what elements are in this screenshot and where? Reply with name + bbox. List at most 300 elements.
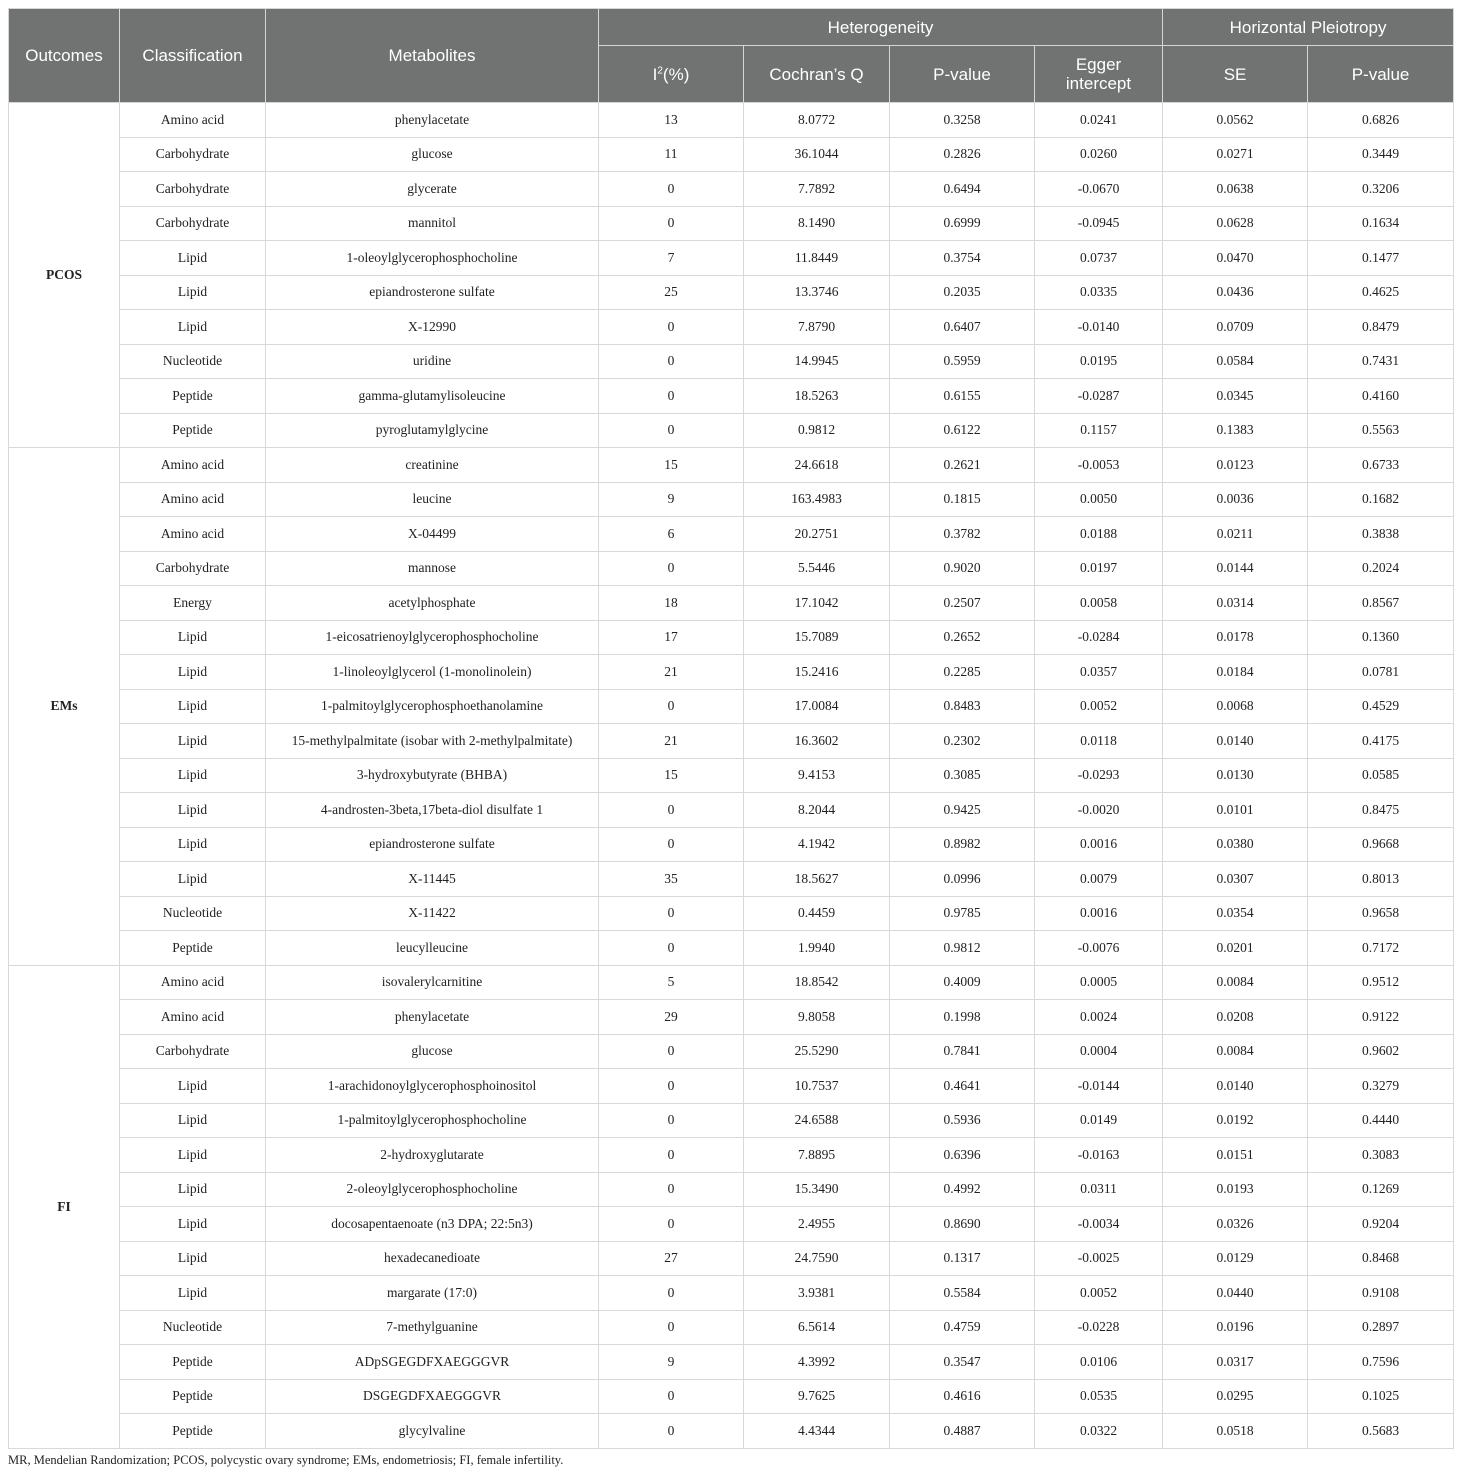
classification-cell: Lipid [120, 310, 266, 345]
i2-cell: 0 [599, 1414, 744, 1449]
p-value-pleio-cell: 0.7172 [1308, 931, 1454, 966]
p-value-het-cell: 0.2035 [890, 275, 1035, 310]
col-header-metabolites: Metabolites [266, 9, 599, 103]
table-header [9, 9, 1454, 103]
table-row [9, 689, 1454, 724]
egger-intercept-cell: 0.0335 [1035, 275, 1163, 310]
cochrans-q-cell: 36.1044 [744, 137, 890, 172]
p-value-het-cell: 0.2507 [890, 586, 1035, 621]
cochrans-q-cell: 9.4153 [744, 758, 890, 793]
metabolite-cell: 1-oleoylglycerophosphocholine [266, 241, 599, 276]
se-cell: 0.0084 [1163, 965, 1308, 1000]
p-value-het-cell: 0.6407 [890, 310, 1035, 345]
i2-cell: 0 [599, 793, 744, 828]
cochrans-q-cell: 4.3992 [744, 1345, 890, 1380]
classification-cell: Nucleotide [120, 344, 266, 379]
cochrans-q-cell: 18.5263 [744, 379, 890, 414]
table-row [9, 172, 1454, 207]
egger-intercept-cell: 0.0052 [1035, 689, 1163, 724]
p-value-pleio-cell: 0.8013 [1308, 862, 1454, 897]
metabolite-cell: 3-hydroxybutyrate (BHBA) [266, 758, 599, 793]
p-value-pleio-cell: 0.4175 [1308, 724, 1454, 759]
p-value-het-cell: 0.2285 [890, 655, 1035, 690]
p-value-pleio-cell: 0.9204 [1308, 1207, 1454, 1242]
se-cell: 0.0068 [1163, 689, 1308, 724]
table-row [9, 965, 1454, 1000]
classification-cell: Amino acid [120, 517, 266, 552]
egger-intercept-cell: 0.0197 [1035, 551, 1163, 586]
egger-intercept-cell: 0.0188 [1035, 517, 1163, 552]
cochrans-q-cell: 18.8542 [744, 965, 890, 1000]
classification-cell: Peptide [120, 379, 266, 414]
p-value-het-cell: 0.2652 [890, 620, 1035, 655]
classification-cell: Nucleotide [120, 896, 266, 931]
egger-intercept-cell: 0.0058 [1035, 586, 1163, 621]
p-value-pleio-cell: 0.3449 [1308, 137, 1454, 172]
p-value-het-cell: 0.9812 [890, 931, 1035, 966]
egger-intercept-cell: 0.0106 [1035, 1345, 1163, 1380]
egger-intercept-cell: 0.1157 [1035, 413, 1163, 448]
metabolite-cell: X-11445 [266, 862, 599, 897]
i2-cell: 21 [599, 724, 744, 759]
i2-base: I [652, 64, 658, 84]
metabolite-cell: 1-eicosatrienoylglycerophosphocholine [266, 620, 599, 655]
p-value-het-cell: 0.9785 [890, 896, 1035, 931]
metabolite-cell: margarate (17:0) [266, 1276, 599, 1311]
cochrans-q-cell: 25.5290 [744, 1034, 890, 1069]
col-header-classification: Classification [120, 9, 266, 103]
cochrans-q-cell: 4.4344 [744, 1414, 890, 1449]
results-table-container [8, 8, 1453, 1449]
egger-intercept-cell: 0.0322 [1035, 1414, 1163, 1449]
p-value-het-cell: 0.2302 [890, 724, 1035, 759]
egger-intercept-cell: -0.0020 [1035, 793, 1163, 828]
p-value-het-cell: 0.1317 [890, 1241, 1035, 1276]
cochrans-q-cell: 8.2044 [744, 793, 890, 828]
se-cell: 0.0129 [1163, 1241, 1308, 1276]
egger-intercept-cell: -0.0228 [1035, 1310, 1163, 1345]
p-value-het-cell: 0.1815 [890, 482, 1035, 517]
table-row [9, 1000, 1454, 1035]
p-value-pleio-cell: 0.4440 [1308, 1103, 1454, 1138]
p-value-pleio-cell: 0.4625 [1308, 275, 1454, 310]
egger-intercept-cell: 0.0195 [1035, 344, 1163, 379]
p-value-het-cell: 0.1998 [890, 1000, 1035, 1035]
metabolite-cell: leucine [266, 482, 599, 517]
p-value-pleio-cell: 0.2024 [1308, 551, 1454, 586]
i2-cell: 9 [599, 1345, 744, 1380]
metabolite-cell: leucylleucine [266, 931, 599, 966]
p-value-pleio-cell: 0.8479 [1308, 310, 1454, 345]
se-cell: 0.0354 [1163, 896, 1308, 931]
egger-intercept-cell: 0.0737 [1035, 241, 1163, 276]
classification-cell: Nucleotide [120, 1310, 266, 1345]
egger-intercept-cell: 0.0260 [1035, 137, 1163, 172]
p-value-het-cell: 0.3258 [890, 103, 1035, 138]
se-cell: 0.0470 [1163, 241, 1308, 276]
col-header-p-value-pleiotropy: P-value [1308, 46, 1454, 103]
egger-intercept-cell: 0.0311 [1035, 1172, 1163, 1207]
table-row [9, 1103, 1454, 1138]
p-value-het-cell: 0.3754 [890, 241, 1035, 276]
outcome-cell: PCOS [9, 103, 120, 448]
se-cell: 0.0140 [1163, 1069, 1308, 1104]
table-row [9, 206, 1454, 241]
se-cell: 0.0440 [1163, 1276, 1308, 1311]
table-row [9, 1138, 1454, 1173]
col-header-outcomes: Outcomes [9, 9, 120, 103]
outcome-cell: EMs [9, 448, 120, 966]
p-value-het-cell: 0.4887 [890, 1414, 1035, 1449]
cochrans-q-cell: 20.2751 [744, 517, 890, 552]
classification-cell: Lipid [120, 724, 266, 759]
table-row [9, 655, 1454, 690]
egger-intercept-cell: 0.0050 [1035, 482, 1163, 517]
se-cell: 0.0140 [1163, 724, 1308, 759]
table-row [9, 241, 1454, 276]
se-cell: 0.0178 [1163, 620, 1308, 655]
p-value-het-cell: 0.2621 [890, 448, 1035, 483]
se-cell: 0.0144 [1163, 551, 1308, 586]
se-cell: 0.0271 [1163, 137, 1308, 172]
egger-intercept-cell: 0.0079 [1035, 862, 1163, 897]
cochrans-q-cell: 9.7625 [744, 1379, 890, 1414]
egger-intercept-cell: -0.0144 [1035, 1069, 1163, 1104]
p-value-het-cell: 0.9020 [890, 551, 1035, 586]
p-value-pleio-cell: 0.4529 [1308, 689, 1454, 724]
i2-cell: 11 [599, 137, 744, 172]
se-cell: 0.1383 [1163, 413, 1308, 448]
egger-intercept-cell: -0.0053 [1035, 448, 1163, 483]
classification-cell: Peptide [120, 931, 266, 966]
p-value-pleio-cell: 0.6826 [1308, 103, 1454, 138]
p-value-het-cell: 0.2826 [890, 137, 1035, 172]
cochrans-q-cell: 7.7892 [744, 172, 890, 207]
i2-cell: 0 [599, 206, 744, 241]
classification-cell: Carbohydrate [120, 172, 266, 207]
cochrans-q-cell: 163.4983 [744, 482, 890, 517]
classification-cell: Lipid [120, 1103, 266, 1138]
cochrans-q-cell: 18.5627 [744, 862, 890, 897]
egger-intercept-cell: 0.0241 [1035, 103, 1163, 138]
classification-cell: Amino acid [120, 482, 266, 517]
metabolite-cell: gamma-glutamylisoleucine [266, 379, 599, 414]
cochrans-q-cell: 24.6618 [744, 448, 890, 483]
se-cell: 0.0326 [1163, 1207, 1308, 1242]
metabolite-cell: 15-methylpalmitate (isobar with 2-methylpalmitate) [266, 724, 599, 759]
i2-cell: 0 [599, 551, 744, 586]
table-row [9, 1414, 1454, 1449]
table-row [9, 896, 1454, 931]
p-value-pleio-cell: 0.9602 [1308, 1034, 1454, 1069]
p-value-pleio-cell: 0.0585 [1308, 758, 1454, 793]
table-row [9, 758, 1454, 793]
se-cell: 0.0101 [1163, 793, 1308, 828]
se-cell: 0.0638 [1163, 172, 1308, 207]
p-value-het-cell: 0.4616 [890, 1379, 1035, 1414]
egger-line1: Egger [1075, 55, 1122, 74]
table-row [9, 448, 1454, 483]
p-value-het-cell: 0.9425 [890, 793, 1035, 828]
table-row [9, 344, 1454, 379]
p-value-het-cell: 0.4009 [890, 965, 1035, 1000]
p-value-pleio-cell: 0.6733 [1308, 448, 1454, 483]
i2-cell: 0 [599, 1310, 744, 1345]
table-row [9, 517, 1454, 552]
metabolite-cell: uridine [266, 344, 599, 379]
p-value-pleio-cell: 0.1025 [1308, 1379, 1454, 1414]
table-row [9, 1345, 1454, 1380]
cochrans-q-cell: 8.1490 [744, 206, 890, 241]
se-cell: 0.0314 [1163, 586, 1308, 621]
metabolite-cell: 1-palmitoylglycerophosphoethanolamine [266, 689, 599, 724]
i2-cell: 0 [599, 827, 744, 862]
i2-cell: 0 [599, 1379, 744, 1414]
egger-intercept-cell: -0.0034 [1035, 1207, 1163, 1242]
p-value-pleio-cell: 0.1682 [1308, 482, 1454, 517]
table-row [9, 137, 1454, 172]
i2-cell: 13 [599, 103, 744, 138]
classification-cell: Carbohydrate [120, 137, 266, 172]
p-value-het-cell: 0.0996 [890, 862, 1035, 897]
p-value-pleio-cell: 0.1360 [1308, 620, 1454, 655]
classification-cell: Lipid [120, 1207, 266, 1242]
metabolite-cell: glucose [266, 137, 599, 172]
p-value-pleio-cell: 0.7431 [1308, 344, 1454, 379]
se-cell: 0.0562 [1163, 103, 1308, 138]
cochrans-q-cell: 2.4955 [744, 1207, 890, 1242]
cochrans-q-cell: 13.3746 [744, 275, 890, 310]
se-cell: 0.0208 [1163, 1000, 1308, 1035]
se-cell: 0.0295 [1163, 1379, 1308, 1414]
i2-cell: 0 [599, 1138, 744, 1173]
p-value-pleio-cell: 0.7596 [1308, 1345, 1454, 1380]
i2-cell: 15 [599, 448, 744, 483]
p-value-pleio-cell: 0.1477 [1308, 241, 1454, 276]
classification-cell: Peptide [120, 1414, 266, 1449]
cochrans-q-cell: 6.5614 [744, 1310, 890, 1345]
p-value-het-cell: 0.5959 [890, 344, 1035, 379]
metabolite-cell: 1-linoleoylglycerol (1-monolinolein) [266, 655, 599, 690]
egger-intercept-cell: -0.0140 [1035, 310, 1163, 345]
classification-cell: Peptide [120, 1379, 266, 1414]
metabolite-cell: X-04499 [266, 517, 599, 552]
p-value-pleio-cell: 0.9108 [1308, 1276, 1454, 1311]
se-cell: 0.0193 [1163, 1172, 1308, 1207]
p-value-pleio-cell: 0.1269 [1308, 1172, 1454, 1207]
cochrans-q-cell: 17.1042 [744, 586, 890, 621]
metabolite-cell: phenylacetate [266, 103, 599, 138]
p-value-pleio-cell: 0.4160 [1308, 379, 1454, 414]
p-value-het-cell: 0.6396 [890, 1138, 1035, 1173]
i2-cell: 17 [599, 620, 744, 655]
se-cell: 0.0436 [1163, 275, 1308, 310]
table-row [9, 1034, 1454, 1069]
cochrans-q-cell: 0.4459 [744, 896, 890, 931]
cochrans-q-cell: 17.0084 [744, 689, 890, 724]
classification-cell: Energy [120, 586, 266, 621]
se-cell: 0.0380 [1163, 827, 1308, 862]
cochrans-q-cell: 11.8449 [744, 241, 890, 276]
i2-cell: 0 [599, 1034, 744, 1069]
metabolite-cell: glucose [266, 1034, 599, 1069]
cochrans-q-cell: 16.3602 [744, 724, 890, 759]
se-cell: 0.0211 [1163, 517, 1308, 552]
p-value-pleio-cell: 0.8567 [1308, 586, 1454, 621]
cochrans-q-cell: 5.5446 [744, 551, 890, 586]
p-value-pleio-cell: 0.3279 [1308, 1069, 1454, 1104]
classification-cell: Carbohydrate [120, 206, 266, 241]
metabolite-cell: DSGEGDFXAEGGGVR [266, 1379, 599, 1414]
metabolite-cell: 1-arachidonoylglycerophosphoinositol [266, 1069, 599, 1104]
se-cell: 0.0151 [1163, 1138, 1308, 1173]
se-cell: 0.0307 [1163, 862, 1308, 897]
p-value-pleio-cell: 0.5563 [1308, 413, 1454, 448]
group-header-heterogeneity: Heterogeneity [599, 9, 1163, 46]
p-value-pleio-cell: 0.8475 [1308, 793, 1454, 828]
cochrans-q-cell: 14.9945 [744, 344, 890, 379]
classification-cell: Amino acid [120, 103, 266, 138]
i2-cell: 0 [599, 172, 744, 207]
metabolite-cell: pyroglutamylglycine [266, 413, 599, 448]
i2-cell: 15 [599, 758, 744, 793]
egger-intercept-cell: 0.0535 [1035, 1379, 1163, 1414]
p-value-het-cell: 0.8483 [890, 689, 1035, 724]
se-cell: 0.0130 [1163, 758, 1308, 793]
table-row [9, 862, 1454, 897]
se-cell: 0.0345 [1163, 379, 1308, 414]
table-row [9, 482, 1454, 517]
p-value-het-cell: 0.6999 [890, 206, 1035, 241]
classification-cell: Amino acid [120, 1000, 266, 1035]
p-value-pleio-cell: 0.1634 [1308, 206, 1454, 241]
cochrans-q-cell: 10.7537 [744, 1069, 890, 1104]
p-value-pleio-cell: 0.3206 [1308, 172, 1454, 207]
se-cell: 0.0196 [1163, 1310, 1308, 1345]
egger-intercept-cell: -0.0945 [1035, 206, 1163, 241]
se-cell: 0.0123 [1163, 448, 1308, 483]
cochrans-q-cell: 0.9812 [744, 413, 890, 448]
metabolite-cell: 1-palmitoylglycerophosphocholine [266, 1103, 599, 1138]
p-value-pleio-cell: 0.2897 [1308, 1310, 1454, 1345]
i2-cell: 0 [599, 1207, 744, 1242]
metabolite-cell: creatinine [266, 448, 599, 483]
i2-cell: 9 [599, 482, 744, 517]
table-row [9, 275, 1454, 310]
p-value-het-cell: 0.6122 [890, 413, 1035, 448]
classification-cell: Peptide [120, 413, 266, 448]
metabolite-cell: X-11422 [266, 896, 599, 931]
egger-intercept-cell: 0.0149 [1035, 1103, 1163, 1138]
col-header-cochrans-q: Cochran’s Q [744, 46, 890, 103]
p-value-het-cell: 0.8690 [890, 1207, 1035, 1242]
classification-cell: Amino acid [120, 448, 266, 483]
i2-cell: 7 [599, 241, 744, 276]
p-value-het-cell: 0.4759 [890, 1310, 1035, 1345]
se-cell: 0.0201 [1163, 931, 1308, 966]
p-value-het-cell: 0.4641 [890, 1069, 1035, 1104]
cochrans-q-cell: 7.8895 [744, 1138, 890, 1173]
metabolite-cell: epiandrosterone sulfate [266, 827, 599, 862]
egger-intercept-cell: 0.0004 [1035, 1034, 1163, 1069]
egger-intercept-cell: 0.0024 [1035, 1000, 1163, 1035]
classification-cell: Lipid [120, 827, 266, 862]
se-cell: 0.0317 [1163, 1345, 1308, 1380]
egger-intercept-cell: 0.0016 [1035, 896, 1163, 931]
group-header-horizontal-pleiotropy: Horizontal Pleiotropy [1163, 9, 1454, 46]
p-value-het-cell: 0.3085 [890, 758, 1035, 793]
egger-intercept-cell: -0.0670 [1035, 172, 1163, 207]
table-row [9, 551, 1454, 586]
classification-cell: Lipid [120, 793, 266, 828]
classification-cell: Lipid [120, 275, 266, 310]
outcome-cell: FI [9, 965, 120, 1448]
table-row [9, 793, 1454, 828]
cochrans-q-cell: 9.8058 [744, 1000, 890, 1035]
p-value-het-cell: 0.3547 [890, 1345, 1035, 1380]
classification-cell: Lipid [120, 689, 266, 724]
se-cell: 0.0084 [1163, 1034, 1308, 1069]
i2-cell: 21 [599, 655, 744, 690]
classification-cell: Amino acid [120, 965, 266, 1000]
metabolite-cell: 2-oleoylglycerophosphocholine [266, 1172, 599, 1207]
p-value-het-cell: 0.4992 [890, 1172, 1035, 1207]
i2-cell: 0 [599, 896, 744, 931]
table-row [9, 1276, 1454, 1311]
i2-cell: 27 [599, 1241, 744, 1276]
i2-cell: 0 [599, 689, 744, 724]
classification-cell: Lipid [120, 241, 266, 276]
cochrans-q-cell: 8.0772 [744, 103, 890, 138]
i2-cell: 0 [599, 1276, 744, 1311]
metabolite-cell: 2-hydroxyglutarate [266, 1138, 599, 1173]
metabolite-cell: isovalerylcarnitine [266, 965, 599, 1000]
p-value-het-cell: 0.6494 [890, 172, 1035, 207]
classification-cell: Peptide [120, 1345, 266, 1380]
i2-cell: 5 [599, 965, 744, 1000]
egger-intercept-cell: 0.0357 [1035, 655, 1163, 690]
metabolite-cell: mannitol [266, 206, 599, 241]
i2-sup: 2 [657, 64, 663, 76]
p-value-pleio-cell: 0.5683 [1308, 1414, 1454, 1449]
egger-intercept-cell: 0.0052 [1035, 1276, 1163, 1311]
table-row [9, 724, 1454, 759]
p-value-pleio-cell: 0.3838 [1308, 517, 1454, 552]
metabolite-cell: mannose [266, 551, 599, 586]
classification-cell: Lipid [120, 655, 266, 690]
table-row [9, 1069, 1454, 1104]
p-value-het-cell: 0.8982 [890, 827, 1035, 862]
metabolite-cell: epiandrosterone sulfate [266, 275, 599, 310]
se-cell: 0.0709 [1163, 310, 1308, 345]
p-value-het-cell: 0.7841 [890, 1034, 1035, 1069]
cochrans-q-cell: 15.7089 [744, 620, 890, 655]
metabolite-cell: 4-androsten-3beta,17beta-diol disulfate 1 [266, 793, 599, 828]
metabolite-cell: hexadecanedioate [266, 1241, 599, 1276]
se-cell: 0.0518 [1163, 1414, 1308, 1449]
egger-intercept-cell: -0.0287 [1035, 379, 1163, 414]
classification-cell: Lipid [120, 1138, 266, 1173]
i2-cell: 0 [599, 379, 744, 414]
col-header-egger-intercept [1035, 46, 1163, 103]
classification-cell: Lipid [120, 758, 266, 793]
se-cell: 0.0192 [1163, 1103, 1308, 1138]
classification-cell: Lipid [120, 862, 266, 897]
metabolite-cell: 7-methylguanine [266, 1310, 599, 1345]
classification-cell: Lipid [120, 1241, 266, 1276]
cochrans-q-cell: 4.1942 [744, 827, 890, 862]
col-header-p-value-heterogeneity: P-value [890, 46, 1035, 103]
